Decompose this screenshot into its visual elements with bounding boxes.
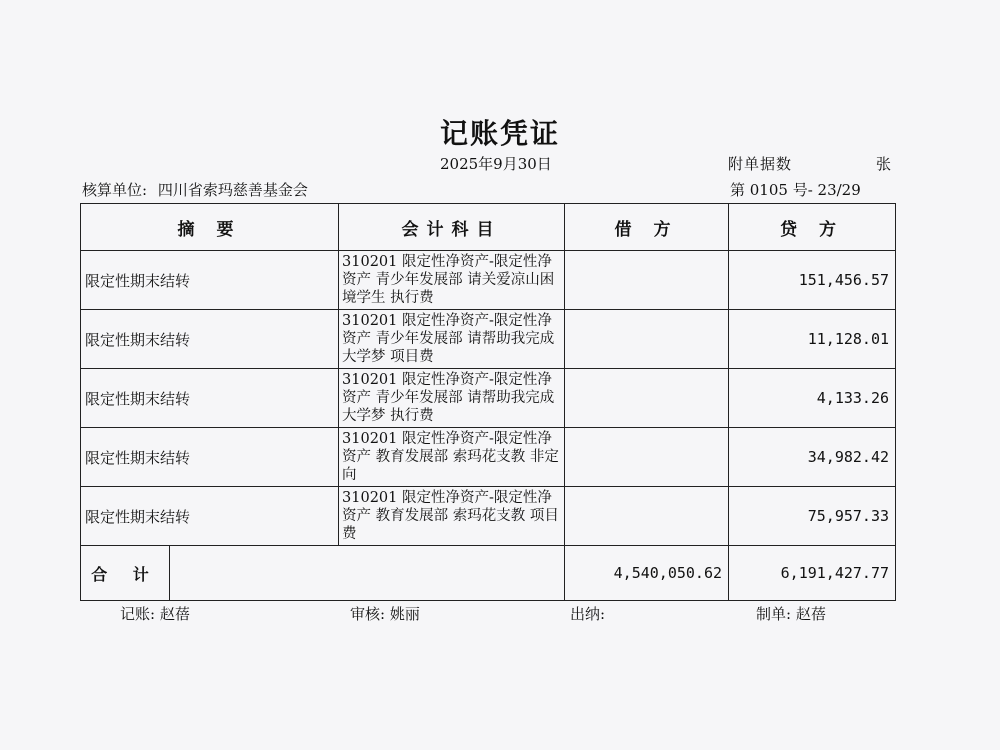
row-debit: [565, 251, 729, 310]
bookkeeper-signature: 记账: 赵蓓: [120, 605, 190, 623]
attachment-count-unit: 张: [876, 155, 892, 173]
row-summary: 限定性期末结转: [81, 428, 339, 487]
total-blank-cell: [170, 546, 565, 601]
row-credit: 11,128.01: [729, 310, 896, 369]
accounting-unit: [82, 179, 308, 200]
page-title: 记账凭证: [439, 117, 560, 150]
voucher-date: 2025年9月30日: [440, 155, 552, 173]
table-row: [81, 251, 896, 310]
accounting-unit-label: 核算单位:: [82, 181, 148, 199]
row-account: 310201 限定性净资产-限定性净资产 青少年发展部 请帮助我完成大学梦 执行费: [339, 369, 565, 428]
row-credit: 75,957.33: [729, 487, 896, 546]
row-account: 310201 限定性净资产-限定性净资产 教育发展部 索玛花支教 非定向: [339, 428, 565, 487]
attachment-count-label: 附单据数: [728, 155, 793, 173]
header-debit: 借 方: [565, 204, 729, 251]
preparer-signature: 制单: 赵蓓: [756, 605, 826, 623]
total-label: 合 计: [81, 546, 170, 601]
row-account: 310201 限定性净资产-限定性净资产 青少年发展部 请关爱凉山困境学生 执行费: [339, 251, 565, 310]
row-debit: [565, 487, 729, 546]
table-header-row: [81, 204, 896, 251]
row-debit: [565, 369, 729, 428]
row-account: 310201 限定性净资产-限定性净资产 教育发展部 索玛花支教 项目费: [339, 487, 565, 546]
cashier-signature: 出纳:: [570, 605, 606, 623]
row-summary: 限定性期末结转: [81, 487, 339, 546]
table-row: [81, 487, 896, 546]
voucher-table: [80, 203, 896, 601]
table-row: [81, 369, 896, 428]
total-debit: 4,540,050.62: [565, 546, 729, 601]
row-credit: 4,133.26: [729, 369, 896, 428]
total-credit: 6,191,427.77: [729, 546, 896, 601]
header-credit: 贷 方: [729, 204, 896, 251]
row-summary: 限定性期末结转: [81, 251, 339, 310]
row-debit: [565, 428, 729, 487]
row-credit: 34,982.42: [729, 428, 896, 487]
table-row: [81, 310, 896, 369]
accounting-unit-name: 四川省索玛慈善基金会: [157, 181, 308, 199]
header-account: 会计科目: [339, 204, 565, 251]
row-account: 310201 限定性净资产-限定性净资产 青少年发展部 请帮助我完成大学梦 项目费: [339, 310, 565, 369]
row-summary: 限定性期末结转: [81, 369, 339, 428]
total-row: [81, 546, 896, 601]
row-debit: [565, 310, 729, 369]
row-summary: 限定性期末结转: [81, 310, 339, 369]
voucher-number: 第 0105 号- 23/29: [730, 181, 861, 199]
header-summary: 摘 要: [81, 204, 339, 251]
row-credit: 151,456.57: [729, 251, 896, 310]
reviewer-signature: 审核: 姚丽: [350, 605, 420, 623]
table-row: [81, 428, 896, 487]
